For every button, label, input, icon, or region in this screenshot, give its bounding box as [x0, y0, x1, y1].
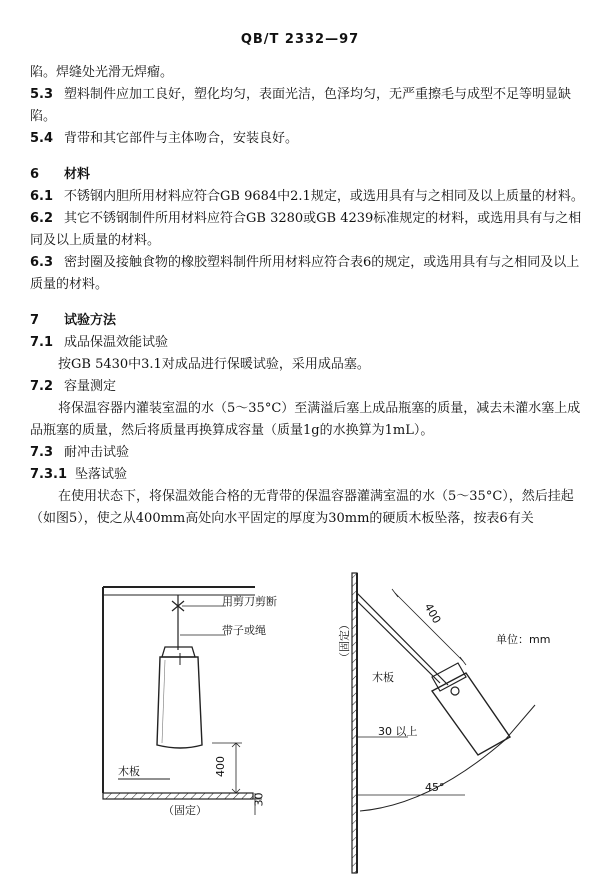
label-fixed-right: （固定） [338, 619, 351, 663]
subsection-title: 容量测定 [64, 379, 117, 394]
page-header: QB/T 2332—97 [240, 32, 360, 47]
section-number: 7.2 [30, 379, 54, 394]
para-7-3-1: 在使用状态下，将保温效能合格的无背带的保温容器灌满室温的水（5～35°C），然后挂起（如图5），使之从400mm高处向水平固定的厚度为30mm的硬质木板坠落，按表6有关 [30, 489, 574, 526]
subsection-title: 坠落试验 [75, 467, 128, 482]
angle-45: 45° [425, 781, 445, 794]
dim-above-30: 30 以上 [378, 725, 418, 738]
section-number: 6 [30, 167, 40, 182]
section-number: 7.3 [30, 445, 54, 460]
label-wood-board-right: 木板 [372, 671, 394, 684]
para-6-2 [30, 208, 586, 252]
section-heading-7 [30, 310, 586, 332]
label-fixed-left: （固定） [163, 804, 207, 817]
dim-thickness-30: 30 [252, 792, 266, 807]
para-5-3 [30, 84, 586, 128]
section-number: 6.1 [30, 189, 54, 204]
section-number: 6.2 [30, 211, 54, 226]
label-cut-with-scissors: 用剪刀剪断 [222, 595, 277, 608]
label-wood-board-left: 木板 [118, 765, 140, 778]
section-number: 7.1 [30, 335, 54, 350]
para-5-4 [30, 128, 586, 150]
section-number: 5.3 [30, 87, 54, 102]
para-text: 塑料制件应加工良好，塑化均匀，表面光洁，色泽均匀，无严重擦毛与成型不足等明显缺陷。 [30, 87, 572, 124]
section-number: 7.3.1 [30, 467, 68, 482]
label-unit-mm: 单位：mm [496, 633, 551, 646]
dim-height-400: 400 [214, 756, 227, 777]
para-text: 背带和其它部件与主体吻合，安装良好。 [64, 131, 299, 146]
para-text: 密封圈及接触食物的橡胶塑料制件所用材料应符合表6的规定，或选用具有与之相同及以上质量的材料。 [30, 255, 580, 292]
document-body [30, 62, 586, 530]
subheading-7-1 [30, 332, 586, 354]
section-number: 5.4 [30, 131, 54, 146]
subsection-title: 成品保温效能试验 [64, 335, 169, 350]
para-5-2-continuation: 陷。焊缝处光滑无焊瘤。 [30, 65, 174, 80]
para-7-2: 将保温容器内灌装室温的水（5～35°C）至满溢后塞上成品瓶塞的质量，减去未灌水塞上成品瓶塞的质量，然后将质量再换算成容量（质量1g的水换算为1mL）。 [30, 401, 581, 438]
section-title: 材料 [64, 167, 91, 182]
para-7-1: 按GB 5430中3.1对成品进行保暖试验，采用成品塞。 [58, 357, 370, 372]
section-number: 7 [30, 313, 40, 328]
label-strap-or-rope: 带子或绳 [222, 624, 266, 637]
subheading-7-2 [30, 376, 586, 398]
para-6-3 [30, 252, 586, 296]
figure-drawings [0, 565, 600, 885]
para-text: 不锈钢内胆所用材料应符合GB 9684中2.1规定，或选用具有与之相同及以上质量的材料。 [64, 189, 584, 204]
dim-length-400: 400 [421, 601, 444, 626]
subheading-7-3 [30, 442, 586, 464]
para-6-1 [30, 186, 586, 208]
figure-area [0, 565, 600, 885]
section-title: 试验方法 [64, 313, 117, 328]
subheading-7-3-1 [30, 464, 586, 486]
section-heading-6 [30, 164, 586, 186]
para-text: 其它不锈钢制件所用材料应符合GB 3280或GB 4239标准规定的材料，或选用具有与之相同及以上质量的材料。 [30, 211, 582, 248]
section-number: 6.3 [30, 255, 54, 270]
subsection-title: 耐冲击试验 [64, 445, 130, 460]
